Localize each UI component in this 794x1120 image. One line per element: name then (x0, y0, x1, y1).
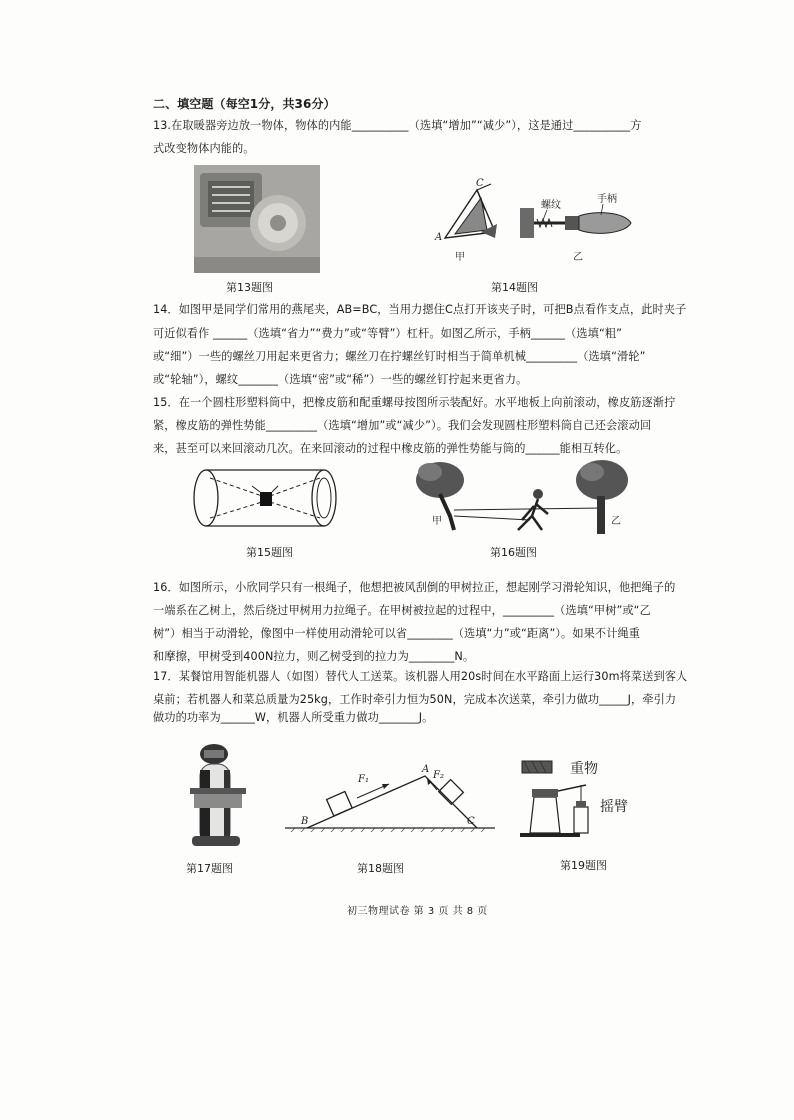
fig18-label-b: B (301, 816, 309, 827)
fig14-caption: 第14题图 (491, 281, 538, 294)
fig13-caption: 第13题图 (226, 281, 273, 294)
fig15-caption: 第15题图 (246, 546, 293, 559)
fig19-caption: 第19题图 (560, 859, 607, 872)
q17-line-3: 做功的功率为______W，机器人所受重力做功_______J。 (153, 711, 434, 724)
fig14-label-c: C (476, 178, 484, 189)
fig18-incline-diagram (285, 762, 495, 832)
q16-line-1: 16．如图所示，小欣同学只有一根绳子，他想把被风刮倒的甲树拉正，想起刚学习滑轮知识，他把绳子的 (153, 581, 676, 594)
q15-line-2: 紧，橡皮筋的弹性势能_________（选填“增加”或“减少”）。我们会发现圆柱形塑料筒自己还会滚动回 (153, 419, 652, 432)
fig15-cylinder-diagram (190, 462, 345, 534)
fig17-caption: 第17题图 (186, 862, 233, 875)
q14-line-4: 或“轮轴”），螺纹_______（选填“密”或“稀”）一些的螺丝钉拧起来更省力。 (153, 373, 528, 386)
q14-line-1: 14．如图甲是同学们常用的燕尾夹，AB=BC，当用力摁住C点打开该夹子时，可把B点看作支点，此时夹子 (153, 303, 687, 316)
fig18-label-f2: F₂ (433, 770, 444, 781)
fig13-heater-photo (194, 165, 320, 273)
fig14-diagram (425, 170, 645, 265)
fig16-label-yi: 乙 (611, 516, 621, 527)
page-footer: 初三物理试卷 第 3 页 共 8 页 (347, 906, 488, 917)
q13-line-2: 式改变物体内能的。 (153, 142, 255, 155)
fig18-caption: 第18题图 (357, 862, 404, 875)
q17-line-1: 17．某餐馆用智能机器人（如图）替代人工送菜。该机器人用20s时间在水平路面上运行30m将菜送到客人 (153, 670, 688, 683)
fig19-label-weight: 重物 (570, 761, 598, 777)
fig18-label-c: C (467, 816, 475, 827)
fig17-robot-image (180, 740, 252, 850)
fig19-label-arm: 摇臂 (600, 799, 628, 815)
q17-line-2: 桌前；若机器人和菜总质量为25kg，工作时牵引力恒为50N，完成本次送菜，牵引力做功_____J，牵引力 (153, 693, 677, 706)
fig19-rocker-diagram (518, 755, 648, 845)
fig14-label-jia: 甲 (455, 252, 465, 263)
fig18-label-f1: F₁ (358, 774, 369, 785)
q14-line-3: 或“细”）一些的螺丝刀用起来更省力；螺丝刀在拧螺丝钉时相当于简单机械_________（选填“滑轮” (153, 350, 646, 363)
q15-line-3: 来，甚至可以来回滚动几次。在来回滚动的过程中橡皮筋的弹性势能与筒的______能相互转化。 (153, 442, 628, 455)
fig16-trees-diagram (410, 458, 635, 538)
q16-line-4: 和摩擦，甲树受到400N拉力，则乙树受到的拉力为________N。 (153, 650, 475, 663)
fig16-label-jia: 甲 (432, 516, 442, 527)
q16-line-2: 一端系在乙树上，然后绕过甲树用力拉绳子。在甲树被拉起的过程中，_________（选填“甲树”或“乙 (153, 604, 651, 617)
q14-line-2: 可近似看作 ______（选填“省力”“费力”或“等臂”）杠杆。如图乙所示，手柄______（选填“粗” (153, 327, 623, 340)
fig14-label-a: A (435, 232, 443, 243)
fig14-label-thread: 螺纹 (541, 200, 561, 211)
fig18-label-a: A (422, 764, 430, 775)
fig14-label-handle: 手柄 (597, 194, 617, 205)
fig14-label-yi: 乙 (573, 252, 583, 263)
section-heading: 二、填空题（每空1分，共36分） (153, 97, 336, 111)
q15-line-1: 15．在一个圆柱形塑料筒中，把橡皮筋和配重螺母按图所示装配好。水平地板上向前滚动，橡皮筋逐渐拧 (153, 396, 676, 409)
q16-line-3: 树”）相当于动滑轮，像图中一样使用动滑轮可以省________（选填“力”或“距离”）。如果不计绳重 (153, 627, 641, 640)
q13-line-1: 13.在取暖器旁边放一物体，物体的内能__________（选填“增加”“减少”），这是通过__________方 (153, 119, 642, 132)
fig16-caption: 第16题图 (490, 546, 537, 559)
